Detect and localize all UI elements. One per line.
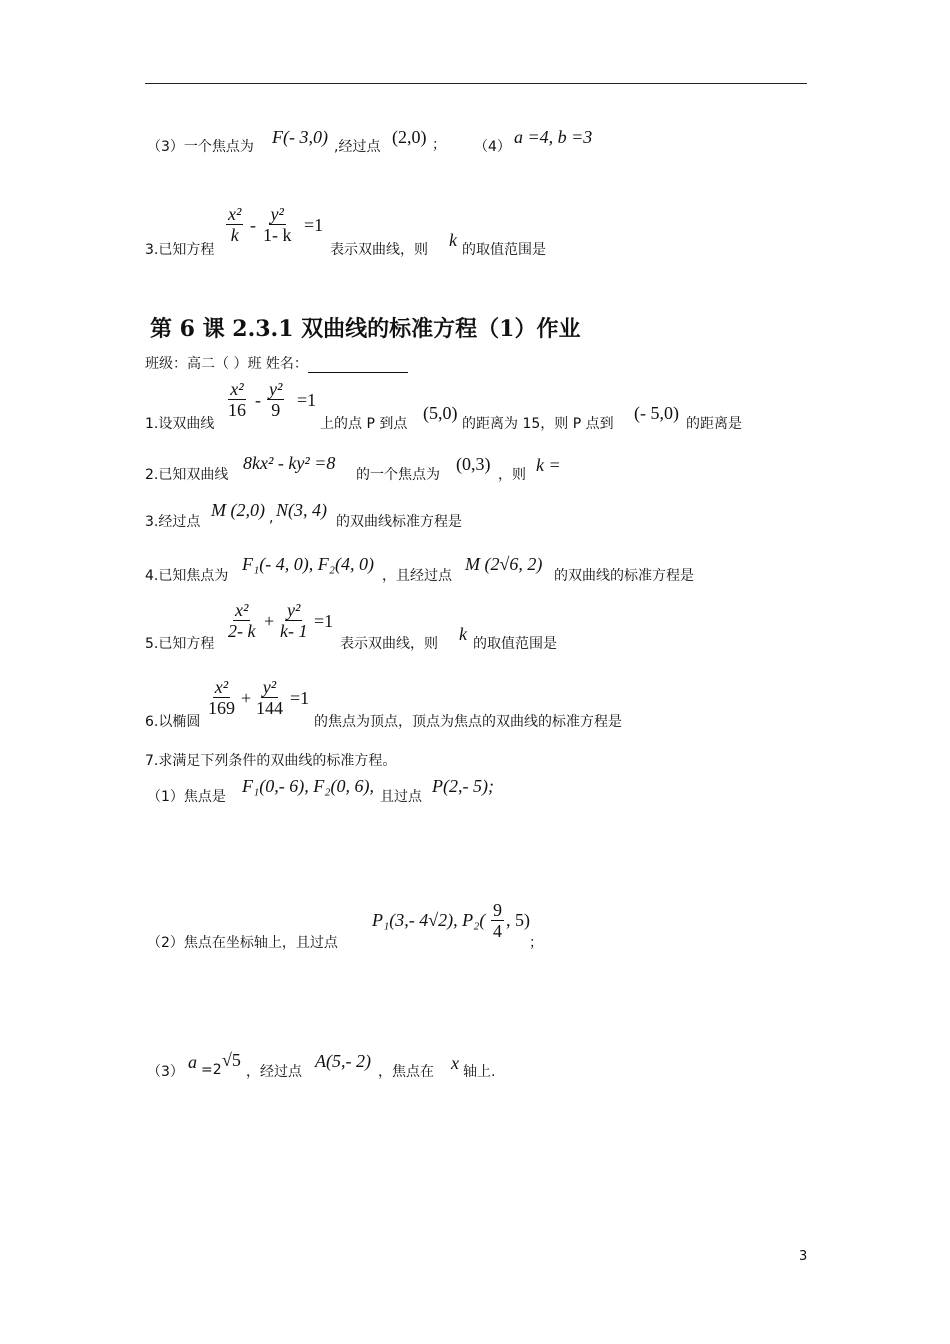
- q5-end: 的取值范围是: [473, 636, 557, 652]
- q5-k: k: [459, 624, 467, 644]
- q5-label: 5.已知方程: [145, 636, 215, 652]
- frac-denominator: 2- k: [228, 621, 256, 641]
- q1-label: 1.设双曲线: [145, 416, 215, 432]
- page-title: 第 6 课 2.3.1 双曲线的标准方程（1）作业: [150, 316, 581, 342]
- frac-numerator: y²: [270, 204, 284, 224]
- q7c-eq: =2: [201, 1062, 222, 1078]
- class-label: 班级：高二（ ）班 姓名：: [145, 356, 308, 372]
- prev-p3-eq: =1: [304, 215, 324, 235]
- q4-label: 4.已知焦点为: [145, 568, 229, 584]
- q3-m: M (2,0): [211, 500, 265, 520]
- q2-eq: 8kx² - ky² =8: [243, 453, 336, 473]
- q7c-text3: 轴上.: [463, 1064, 496, 1080]
- prev-q3-mid: ,经过点: [334, 139, 381, 155]
- prev-q3-label: （3）一个焦点为: [147, 139, 254, 155]
- frac-numerator: y²: [269, 379, 283, 399]
- q1-p1: (5,0): [423, 403, 458, 423]
- prev-p3-label: 3.已知方程: [145, 242, 215, 258]
- q1-minus: -: [255, 390, 261, 410]
- q6-frac1: [206, 677, 237, 718]
- q2-text1: 的一个焦点为: [356, 467, 440, 483]
- q5-eq: =1: [314, 611, 334, 631]
- frac-numerator: 9: [493, 900, 502, 920]
- q7c-root: √5: [222, 1050, 241, 1070]
- q6-frac2: [254, 677, 285, 718]
- header-rule: [145, 83, 807, 84]
- q1-frac2: [267, 379, 284, 420]
- q1-text1: 上的点 P 到点: [320, 416, 408, 432]
- q7a-foci: F₁(0,- 6), F₂(0, 6),: [242, 776, 374, 796]
- q5-plus: +: [264, 611, 275, 631]
- q3-text: 的双曲线标准方程是: [336, 514, 462, 530]
- q2-label: 2.已知双曲线: [145, 467, 229, 483]
- q7c-a: a: [188, 1052, 197, 1072]
- page-number: 3: [799, 1249, 808, 1264]
- q4-text2: 的双曲线的标准方程是: [554, 568, 694, 584]
- q6-eq: =1: [290, 688, 310, 708]
- q7b-frac: [491, 900, 504, 941]
- prev-p3-end: 的取值范围是: [462, 242, 546, 258]
- prev-p3-k: k: [449, 230, 457, 250]
- frac-denominator: 16: [228, 400, 246, 420]
- frac-denominator: k: [230, 225, 239, 245]
- q1-text3: 的距离是: [686, 416, 742, 432]
- prev-q4-label: （4）: [474, 139, 511, 155]
- q7c-text1: ，经过点: [246, 1064, 302, 1080]
- prev-p3-frac1: [226, 204, 243, 245]
- prev-p3-minus: -: [250, 215, 256, 235]
- q7a-label: （1）焦点是: [147, 789, 226, 805]
- frac-denominator: k- 1: [280, 621, 308, 641]
- q7c-point: A(5,- 2): [315, 1051, 371, 1071]
- q4-foci: F₁(- 4, 0), F₂(4, 0): [242, 554, 374, 574]
- name-blank: [308, 358, 408, 373]
- prev-q3-point: (2,0): [392, 127, 427, 147]
- q7c-x: x: [451, 1053, 459, 1073]
- prev-p3-frac2: [261, 204, 294, 245]
- frac-denominator: 1- k: [263, 225, 292, 245]
- q1-p2: (- 5,0): [634, 403, 679, 423]
- frac-denominator: 9: [271, 400, 281, 420]
- q2-k: k =: [536, 455, 561, 475]
- q7b-end: ；: [529, 935, 543, 951]
- prev-q4-expr: a =4, b =3: [514, 127, 593, 147]
- q1-frac1: [226, 379, 248, 420]
- q5-frac1: [226, 600, 257, 641]
- q4-text1: ，且经过点: [382, 568, 452, 584]
- q7a-point: P(2,- 5);: [432, 776, 494, 796]
- frac-numerator: x²: [230, 379, 244, 399]
- q7c-text2: ，焦点在: [378, 1064, 434, 1080]
- frac-numerator: x²: [214, 677, 229, 697]
- q7b-p2-end: , 5): [506, 910, 530, 930]
- q7b-label: （2）焦点在坐标轴上，且过点: [147, 935, 338, 951]
- q3-n: N(3, 4): [276, 500, 327, 520]
- class-name-line: [145, 353, 408, 373]
- q5-frac2: [278, 600, 309, 641]
- frac-numerator: y²: [262, 677, 277, 697]
- q3-label: 3.经过点: [145, 514, 201, 530]
- q1-text2: 的距离为 15，则 P 点到: [462, 416, 614, 432]
- frac-denominator: 169: [208, 698, 235, 718]
- frac-numerator: y²: [287, 600, 301, 620]
- q4-point: M (2√6, 2): [465, 554, 543, 574]
- prev-q3-focus: F(- 3,0): [272, 127, 328, 147]
- q7a-text: 且过点: [380, 789, 422, 805]
- q7c-label: （3）: [147, 1064, 184, 1080]
- q6-label: 6.以椭圆: [145, 714, 201, 730]
- q5-text: 表示双曲线，则: [340, 636, 438, 652]
- q1-eq: =1: [297, 390, 317, 410]
- q3-comma: ,: [269, 510, 274, 526]
- frac-numerator: x²: [235, 600, 249, 620]
- frac-denominator: 4: [493, 921, 502, 941]
- q2-point: (0,3): [456, 454, 491, 474]
- q6-plus: +: [241, 688, 252, 708]
- prev-p3-text: 表示双曲线，则: [330, 242, 428, 258]
- q6-text: 的焦点为顶点，顶点为焦点的双曲线的标准方程是: [314, 714, 622, 730]
- q7b-p1: P₁(3,- 4√2), P₂(: [372, 910, 486, 930]
- q7-label: 7.求满足下列条件的双曲线的标准方程。: [145, 753, 397, 769]
- frac-numerator: x²: [228, 204, 242, 224]
- prev-q3-end: ；: [432, 137, 446, 153]
- q2-text2: ，则: [498, 467, 526, 483]
- frac-denominator: 144: [256, 698, 283, 718]
